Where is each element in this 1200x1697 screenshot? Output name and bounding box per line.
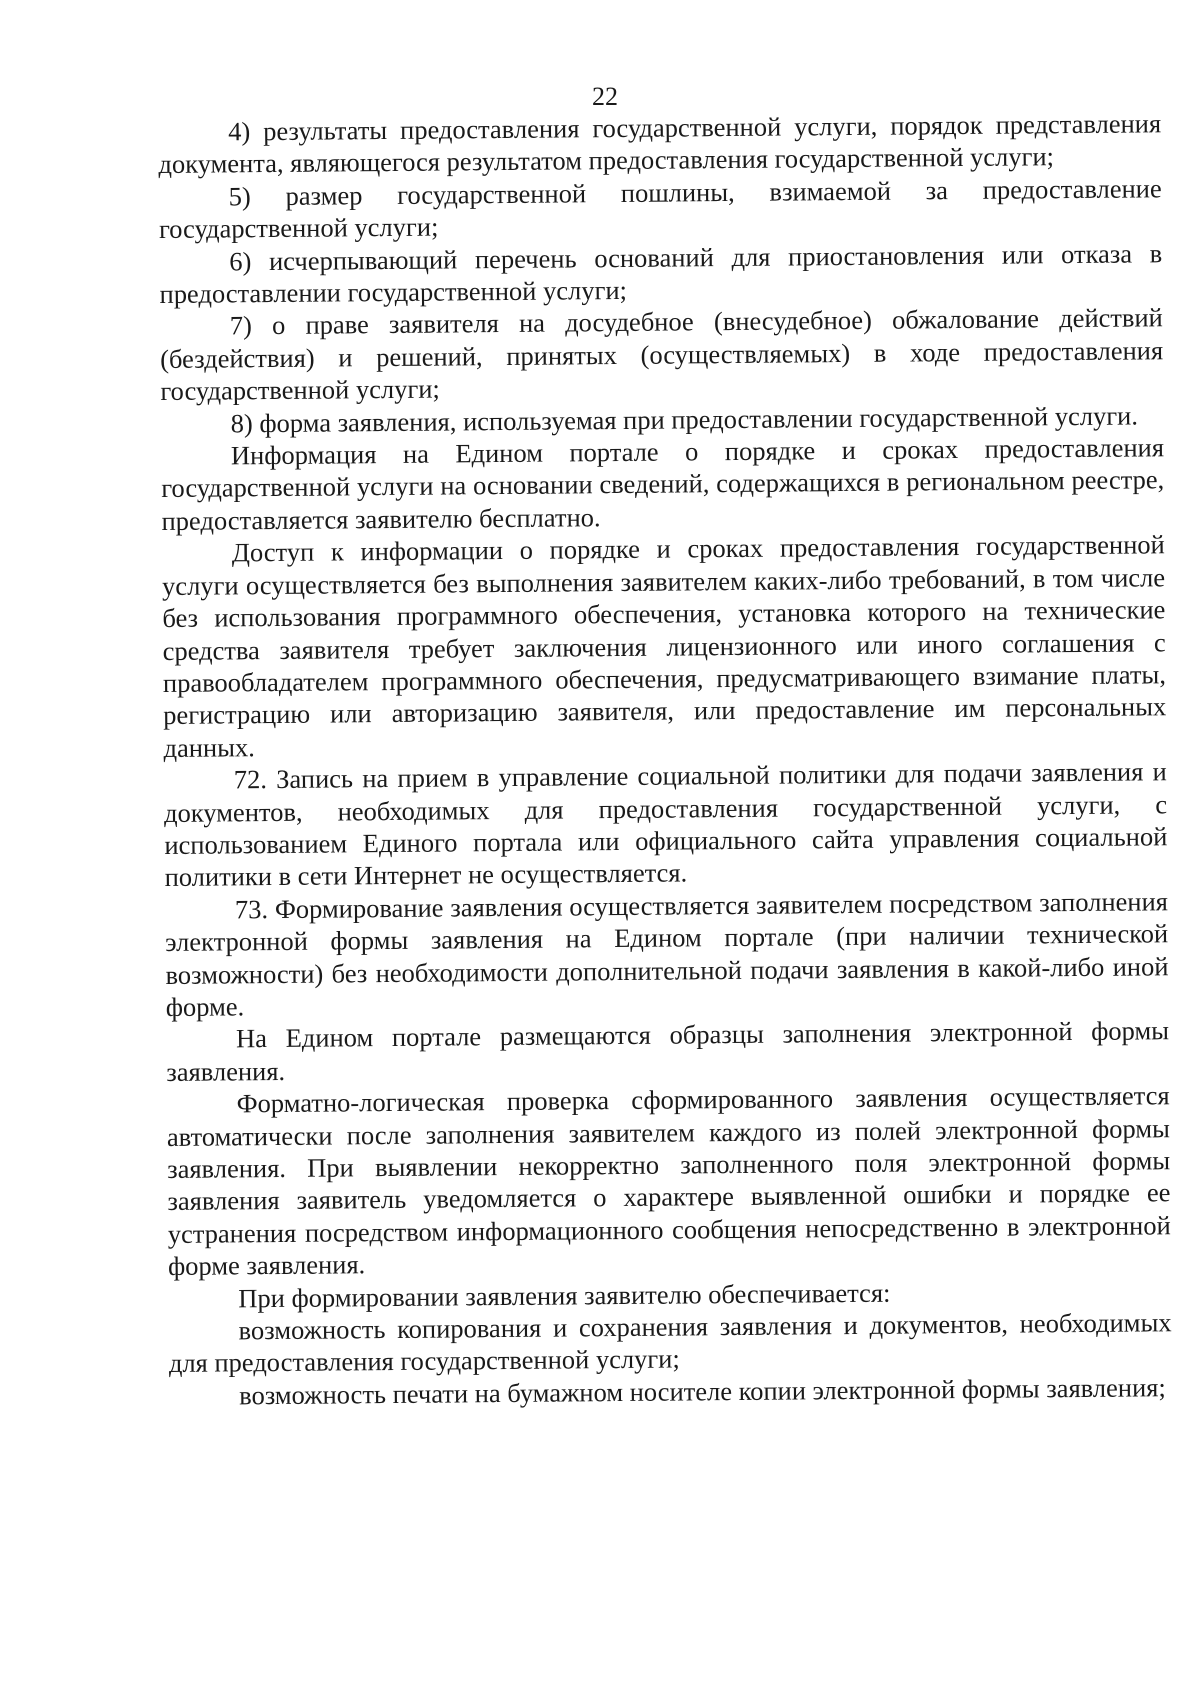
paragraph-portal-info: Информация на Едином портале о порядке и сроках предоставления государственной услуги на основании сведений, содержащихся в региональном реестре, предоставляется заявителю бесплатно. [161, 432, 1165, 536]
paragraph-item-4: 4) результаты предоставления государственной услуги, порядок представления документа, являющегося результатом предоставления государственной услуги; [158, 108, 1162, 180]
page-number: 22 [592, 82, 618, 111]
paragraph-73: 73. Формирование заявления осуществляется заявителем посредством заполнения электронной формы заявления на Едином портале (при наличии технической возможности) без необходимости дополнительной подачи заявления в какой-либо иной форме. [165, 885, 1169, 1022]
paragraph-provided: При формировании заявления заявителю обеспечивается: [238, 1277, 891, 1313]
paragraph-item-6: 6) исчерпывающий перечень оснований для приостановления или отказа в предоставлении государственной услуги; [159, 237, 1163, 310]
document-body [158, 107, 1172, 1412]
paragraph-access-info: Доступ к информации о порядке и сроках предоставления государственной услуги осуществляется без выполнения заявителем каких-либо требований, в том числе без использования программного обеспечения, установка которого на технические средства заявителя требует заключения лицензионного или иного соглашения с правообладателем программного обеспечения, предусматривающего взимание платы, регистрацию или авторизацию заявителя, или предоставление им персональных данных. [161, 529, 1167, 763]
paragraph-item-7: 7) о праве заявителя на досудебное (внесудебное) обжалование действий (бездействия) и решений, принятых (осуществляемых) в ходе предоставления государственной услуги; [159, 302, 1164, 407]
paragraph-item-5: 5) размер государственной пошлины, взимаемой за предоставление государственной услуги; [158, 173, 1162, 245]
paragraph-print: возможность печати на бумажном носителе копии электронной формы заявления; [239, 1372, 1166, 1411]
paragraph-copy-save: возможность копирования и сохранения заявления и документов, необходимых для предоставления государственной услуги; [168, 1307, 1172, 1379]
paragraph-form-samples: На Едином портале размещаются образцы заполнения электронной формы заявления. [166, 1015, 1170, 1087]
paragraph-item-8: 8) форма заявления, используемая при предоставлении государственной услуги. [230, 400, 1139, 439]
paragraph-72: 72. Запись на прием в управление социальной политики для подачи заявления и документов, необходимых для предоставления государственной услуги, с использованием Единого портала или официального сайта управления социальной политики в сети Интернет не осуществляется. [163, 756, 1168, 893]
paragraph-format-check: Форматно-логическая проверка сформированного заявления осуществляется автоматически после заполнения заявителем каждого из полей электронной формы заявления. При выявлении некорректно заполненного поля электронной формы заявления заявитель уведомляется о характере выявленной ошибки и порядке ее устранения посредством информационного сообщения непосредственно в электронной форме заявления. [166, 1080, 1171, 1282]
